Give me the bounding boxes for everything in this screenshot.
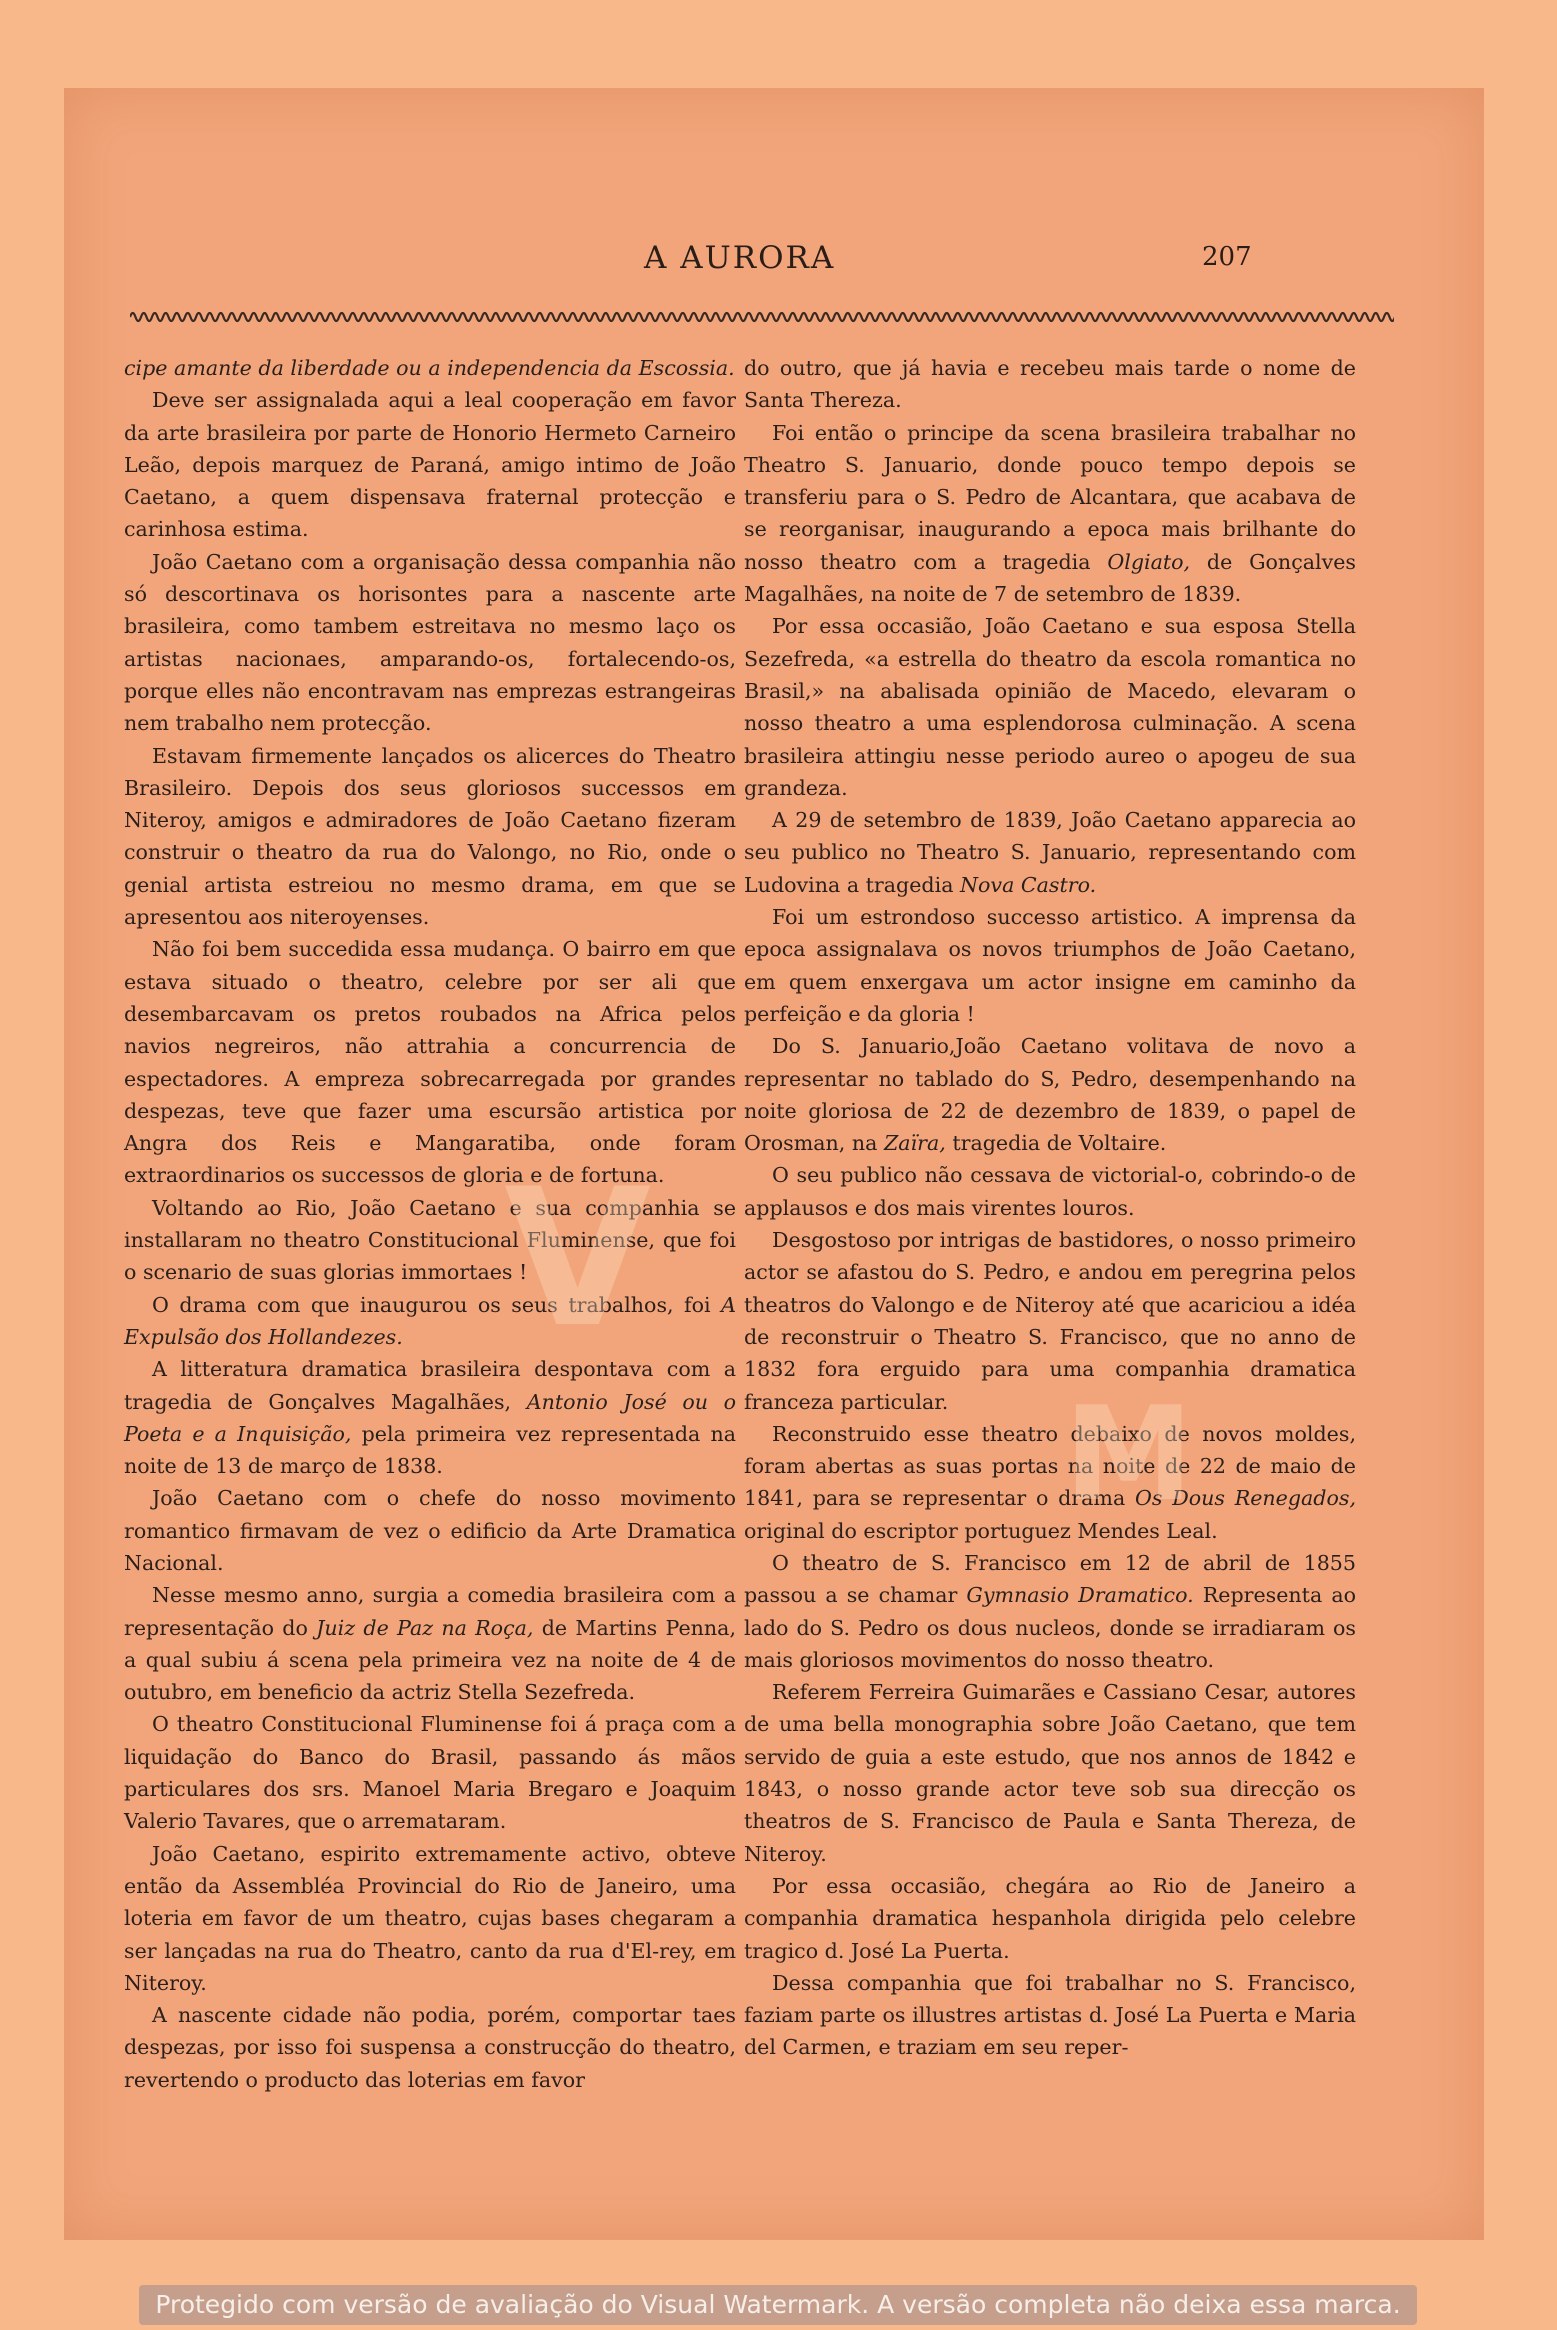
article-paragraph: Por essa occasião, João Caetano e sua esposa Stella Sezefreda, «a estrella do theatro da escola romantica no Brasil,» na abalisada opinião de Macedo, elevaram o nosso theatro a uma esplendorosa culminação. A scena brasileira attingiu nesse periodo aureo o apogeu de sua grandeza. [744,614,1356,800]
article-paragraph: Foi um estrondoso successo artistico. A imprensa da epoca assignalava os novos triumphos de João Caetano, em quem enxergava um actor insigne em caminho da perfeição e da gloria ! [744,905,1356,1026]
article-paragraph: João Caetano com o chefe do nosso movimento romantico firmavam de vez o edificio da Arte Dramatica Nacional. [124,1486,736,1575]
article-paragraph: Desgostoso por intrigas de bastidores, o nosso primeiro actor se afastou do S. Pedro, e andou em peregrina pelos theatros do Valongo e de Niteroy até que acariciou a idéa de reconstruir o Theatro S. Francisco, que no anno de 1832 fora erguido para uma companhia dramatica franceza particular. [744,1228,1356,1414]
article-paragraph: Voltando ao Rio, João Caetano e sua companhia se installaram no theatro Constitucional Fluminense, que foi o scenario de suas glorias immortaes ! [124,1195,736,1285]
newspaper-page [64,88,1484,2240]
right-column [744,352,1356,2064]
decorative-divider [130,306,1394,328]
article-paragraph: Estavam firmemente lançados os alicerces do Theatro Brasileiro. Depois dos seus gloriosos successos em Niteroy, amigos e admiradores de João Caetano fizeram construir o theatro da rua do Valongo, no Rio, onde o genial artista estreiou no mesmo drama, em que se apresentou aos niteroyenses. [124,743,736,930]
watermark-banner: Protegido com versão de avaliação do Visual Watermark. A versão completa não deixa essa marca. [139,2285,1417,2325]
article-paragraph: A litteratura dramatica brasileira despontava com a tragedia de Gonçalves Magalhães, Antonio José ou o Poeta e a Inquisição, pela primeira vez representada na noite de 13 de março de 1838. [124,1357,737,1479]
article-paragraph: Referem Ferreira Guimarães e Cassiano Cesar, autores de uma bella monographia sobre João Caetano, que tem servido de guia a este estudo, que nos annos de 1842 e 1843, o nosso grande actor teve sob sua direcção os theatros de S. Francisco de Paula e Santa Thereza, de Niteroy. [744,1680,1356,1866]
article-paragraph: O theatro de S. Francisco em 12 de abril de 1855 passou a se chamar Gymnasio Dramatico. Representa ao lado do S. Pedro os dous nucleos, donde se irradiaram os mais gloriosos movimentos do nosso theatro. [744,1550,1357,1672]
article-paragraph: João Caetano, espirito extremamente activo, obteve então da Assembléa Provincial do Rio de Janeiro, uma loteria em favor de um theatro, cujas bases chegaram a ser lançadas na rua do Theatro, canto da rua d'El-rey, em Niteroy. [124,1841,736,1995]
article-paragraph: Não foi bem succedida essa mudança. O bairro em que estava situado o theatro, celebre por ser ali que desembarcavam os pretos roubados na Africa pelos navios negreiros, não attrahia a concurrencia de espectadores. A empreza sobrecarregada por grandes despezas, teve que fazer uma escursão artistica por Angra dos Reis e Mangaratiba, onde foram extraordinarios os successos de gloria e de fortuna. [124,937,736,1188]
article-paragraph: O drama com que inaugurou os seus trabalhos, foi A Expulsão dos Hollandezes. [124,1292,736,1349]
page-header [64,240,1484,284]
faint-watermark-mark: V [504,1148,652,1369]
article-paragraph: O theatro Constitucional Fluminense foi á praça com a liquidação do Banco do Brasil, passando ás mãos particulares dos srs. Manoel Maria Bregaro e Joaquim Valerio Tavares, que o arremataram. [124,1712,736,1834]
article-paragraph: Nesse mesmo anno, surgia a comedia brasileira com a representação do Juiz de Paz na Roça, de Martins Penna, a qual subiu á scena pela primeira vez na noite de 4 de outubro, em beneficio da actriz Stella Sezefreda. [124,1583,736,1705]
article-paragraph: Deve ser assignalada aqui a leal cooperação em favor da arte brasileira por parte de Honorio Hermeto Carneiro Leão, depois marquez de Paraná, amigo intimo de João Caetano, a quem dispensava fraternal protecção e carinhosa estima. [124,388,736,542]
article-paragraph: Reconstruido esse theatro debaixo de novos moldes, foram abertas as suas portas na noite de 22 de maio de 1841, para se representar o drama Os Dous Renegados, original do escriptor portuguez Mendes Leal. [744,1421,1356,1543]
faint-watermark-mark: M [1064,1378,1194,1530]
page-number: 207 [1202,242,1252,272]
page-title: A AURORA [644,240,836,276]
article-paragraph: Do S. Januario,João Caetano volitava de novo a representar no tablado do S, Pedro, desempenhando na noite gloriosa de 22 de dezembro de 1839, o papel de Orosman, na Zaïra, tragedia de Voltaire. [744,1034,1356,1156]
article-paragraph: do outro, que já havia e recebeu mais tarde o nome de Santa Thereza. [744,356,1356,413]
article-paragraph: A nascente cidade não podia, porém, comportar taes despezas, por isso foi suspensa a construcção do theatro, revertendo o producto das loterias em favor [124,2003,736,2092]
article-paragraph: Dessa companhia que foi trabalhar no S. Francisco, faziam parte os illustres artistas d. José La Puerta e Maria del Carmen, e traziam em seu reper- [744,1970,1356,2060]
article-paragraph: João Caetano com a organisação dessa companhia não só descortinava os horisontes para a nascente arte brasileira, como tambem estreitava no mesmo laço os artistas nacionaes, amparando-os, fortalecendo-os, porque elles não encontravam nas emprezas estrangeiras nem trabalho nem protecção. [124,549,736,736]
article-paragraph: Por essa occasião, chegára ao Rio de Janeiro a companhia dramatica hespanhola dirigida pelo celebre tragico d. José La Puerta. [744,1873,1356,1963]
article-paragraph: Foi então o principe da scena brasileira trabalhar no Theatro S. Januario, donde pouco tempo depois se transferiu para o S. Pedro de Alcantara, que acabava de se reorganisar, inaugurando a epoca mais brilhante do nosso theatro com a tragedia Olgiato, de Gonçalves Magalhães, na noite de 7 de setembro de 1839. [744,420,1356,607]
article-paragraph: cipe amante da liberdade ou a independencia da Escossia. [124,356,735,380]
article-paragraph: O seu publico não cessava de victorial-o, cobrindo-o de applausos e dos mais virentes louros. [744,1163,1356,1220]
article-paragraph: A 29 de setembro de 1839, João Caetano apparecia ao seu publico no Theatro S. Januario, representando com Ludovina a tragedia Nova Castro. [744,808,1356,897]
